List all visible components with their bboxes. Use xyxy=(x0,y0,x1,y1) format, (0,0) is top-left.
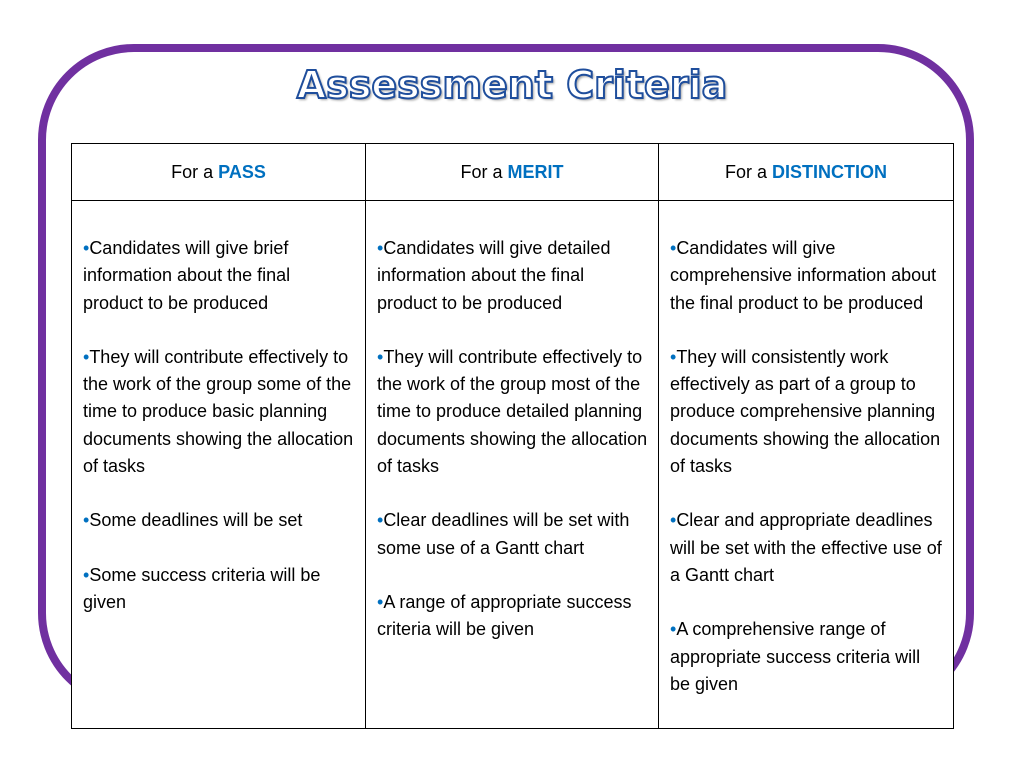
list-item xyxy=(377,344,648,480)
pass-column-header xyxy=(72,144,366,201)
distinction-criteria-cell xyxy=(659,201,954,729)
page-title: Assessment Criteria xyxy=(296,63,728,107)
list-item xyxy=(83,507,355,534)
header-prefix: For a xyxy=(171,161,219,182)
criterion-text: A range of appropriate success criteria will be given xyxy=(377,591,632,640)
criterion-text: They will contribute effectively to the work of the group most of the time to produce detailed planning documents showing the allocation of tasks xyxy=(377,346,648,477)
criteria-table xyxy=(71,143,954,729)
header-prefix: For a xyxy=(460,161,508,182)
criterion-text: A comprehensive range of appropriate success criteria will be given xyxy=(670,619,921,694)
distinction-level-label: DISTINCTION xyxy=(772,161,887,182)
criterion-text: Candidates will give comprehensive information about the final product to be produced xyxy=(670,238,937,313)
list-item xyxy=(83,235,355,317)
list-item xyxy=(83,562,355,617)
bullet-dot-icon: • xyxy=(83,510,90,531)
list-item xyxy=(670,616,943,698)
list-item xyxy=(377,589,648,644)
bullet-dot-icon: • xyxy=(83,564,90,585)
list-item xyxy=(670,235,943,317)
criterion-text: Candidates will give detailed information about the final product to be produced xyxy=(377,238,611,313)
criterion-text: Clear deadlines will be set with some use of a Gantt chart xyxy=(377,510,630,558)
list-item xyxy=(377,235,648,317)
pass-level-label: PASS xyxy=(218,161,266,182)
pass-criteria-list xyxy=(83,235,355,616)
header-prefix: For a xyxy=(724,161,772,182)
bullet-dot-icon: • xyxy=(83,238,90,258)
merit-column-header xyxy=(366,144,659,201)
list-item xyxy=(377,507,648,562)
bullet-dot-icon: • xyxy=(670,346,677,367)
criterion-text: They will contribute effectively to the work of the group some of the time to produce basic planning documents showing the allocation of tasks xyxy=(83,346,354,477)
list-item xyxy=(670,507,943,589)
bullet-dot-icon: • xyxy=(670,619,677,640)
distinction-criteria-list xyxy=(670,235,943,698)
criterion-text: They will consistently work effectively as part of a group to produce comprehensive planning documents showing the allocation of tasks xyxy=(670,346,941,477)
bullet-dot-icon: • xyxy=(377,238,384,258)
list-item xyxy=(83,344,355,480)
criterion-text: Some success criteria will be given xyxy=(83,564,321,612)
bullet-dot-icon: • xyxy=(377,591,384,612)
merit-criteria-cell xyxy=(366,201,659,729)
table-body-row xyxy=(72,201,954,729)
bullet-dot-icon: • xyxy=(670,510,677,531)
distinction-column-header xyxy=(659,144,954,201)
bullet-dot-icon: • xyxy=(670,238,677,258)
criterion-text: Candidates will give brief information about the final product to be produced xyxy=(83,238,291,313)
table-header-row xyxy=(72,144,954,201)
pass-criteria-cell xyxy=(72,201,366,729)
bullet-dot-icon: • xyxy=(377,346,384,367)
list-item xyxy=(670,344,943,480)
merit-criteria-list xyxy=(377,235,648,644)
criterion-text: Some deadlines will be set xyxy=(89,510,303,531)
merit-level-label: MERIT xyxy=(507,161,564,182)
bullet-dot-icon: • xyxy=(83,346,90,367)
criterion-text: Clear and appropriate deadlines will be set with the effective use of a Gantt chart xyxy=(670,510,942,585)
bullet-dot-icon: • xyxy=(377,510,384,531)
